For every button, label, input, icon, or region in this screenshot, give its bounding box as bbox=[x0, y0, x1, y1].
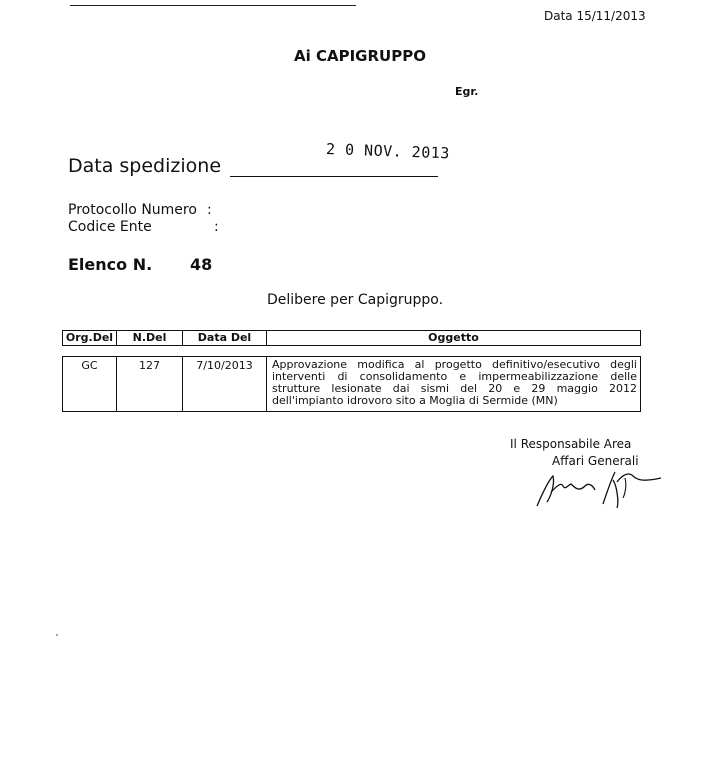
cell-data-del: 7/10/2013 bbox=[183, 357, 267, 411]
signatory-department: Affari Generali bbox=[552, 454, 639, 468]
scan-speck bbox=[56, 634, 58, 636]
handwritten-signature bbox=[533, 462, 663, 510]
top-rule bbox=[70, 5, 356, 6]
table-row bbox=[62, 356, 641, 412]
shipping-date-label: Data spedizione bbox=[68, 155, 222, 177]
table-header bbox=[62, 330, 641, 346]
list-number-value: 48 bbox=[190, 255, 213, 274]
oggetto-line-4: dell'impianto idrovoro sito a Moglia di Sermide (MN) bbox=[272, 394, 558, 407]
document-date: Data 15/11/2013 bbox=[544, 9, 646, 23]
header-oggetto: Oggetto bbox=[428, 331, 479, 344]
cell-oggetto bbox=[267, 357, 640, 411]
entity-code-label: Codice Ente bbox=[68, 219, 152, 235]
protocol-number-label: Protocollo Numero bbox=[68, 202, 197, 218]
page-title bbox=[0, 47, 720, 65]
header-org-del: Org.Del bbox=[63, 331, 117, 345]
section-subtitle: Delibere per Capigruppo. bbox=[267, 292, 444, 308]
oggetto-line-2: interventi di consolidamento e impermeabilizzazione delle bbox=[272, 370, 637, 383]
cell-n-del: 127 bbox=[117, 357, 183, 411]
header-data-del: Data Del bbox=[183, 331, 267, 345]
shipping-date-line bbox=[230, 176, 438, 177]
header-n-del: N.Del bbox=[117, 331, 183, 345]
recipient-salutation: Egr. bbox=[455, 85, 479, 98]
oggetto-line-3: strutture lesionate dai sismi del 20 e 29 maggio 2012 bbox=[272, 382, 637, 395]
protocol-number-colon: : bbox=[207, 202, 212, 218]
cell-org-del: GC bbox=[63, 357, 117, 411]
oggetto-line-1: Approvazione modifica al progetto definitivo/esecutivo degli bbox=[272, 358, 637, 371]
date-stamp: 2 0 NOV. 2013 bbox=[325, 140, 451, 163]
title-text: Ai CAPIGRUPPO bbox=[294, 47, 426, 65]
signatory-title: Il Responsabile Area bbox=[510, 437, 632, 451]
list-number-label: Elenco N. bbox=[68, 255, 153, 274]
entity-code-colon: : bbox=[214, 219, 219, 235]
